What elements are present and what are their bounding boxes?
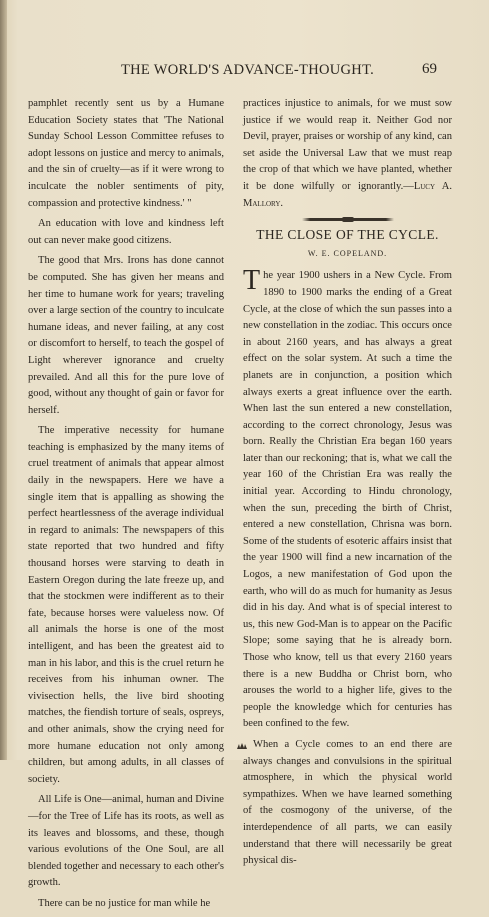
continued-paragraph [243,96,452,212]
printers-ornament-icon [236,742,248,750]
article-title: THE CLOSE OF THE CYCLE. [256,227,439,243]
left-column [28,96,224,917]
paragraph: All Life is One—animal, human and Divine—for the Tree of Life has its roots, as well as its leaves and blossoms, and these, though various evolutions of the One Soul, are all blended together and necessary to each other's growth. [28,794,224,889]
paragraph: There can be no justice for man while he [38,897,211,909]
drop-cap: T [243,265,261,297]
author-signature: Lucy A. Mallory. [243,180,452,209]
section-divider [302,218,394,221]
continued-text: practices injustice to animals, for we must sow justice if we would reap it. Neither God nor Devil, prayer, praises or worship of any kind, can set aside the Universal Law that we must reap the crop of that which we have planted, whether it be done wilfully or ignorantly.— [243,98,452,192]
article-byline: W. E. COPELAND. [307,248,388,258]
article-first-paragraph: he year 1900 ushers in a New Cycle. From 1890 to 1900 marks the ending of a Great Cycle, at the close of which the sun passes into a new constellation in the zodiac. This occurs once in about 2160 years, and has always a great effect on the solar system. At such a time the planets are in conjunction, a position which always exerts a great influence over the earth. When last the sun entered a new constellation, according to the correct chronology, Jesus was born. Really the Christian Era began 160 years later than our reckoning; that is, what we call the year 160 of the Christian Era was really the initial year. According to Hindu chronology, when the sun, preceding the birth of Christ, entered a new constellation, Chrisna was born. Some of the students of esoteric affairs insist that the year 1900 will find a new incarnation of the Logos, a new manifestation of God upon the earth, who will do as much for humanity as Jesus did in his day. And what is of special interest to us, this new God-Man is to appear on the Pacific Slope; some saying that he is already born. Those who know, tell us that every 2160 years there is a new Buddha or Christ born, who arouses the world to a higher life, gives to the people the knowledge which for centuries has been confined to the few. [243,270,452,730]
article-paragraph: When a Cycle comes to an end there are always changes and convulsions in the spiritual atmosphere, in which the physical world sympathizes. When we have learned something of the cosmogony of the universe, of the interdependence of all parts, we can easily understand that there will necessarily be great physical dis- [243,738,452,867]
paragraph: pamphlet recently sent us by a Humane Education Society states that 'The National Sunday School Lesson Committee refuses to adopt lessons on justice and mercy to animals, and the sin of cruelty—as if it were wrong to inculcate the nobler sentiments of pity, compassion and protective kindness.' " [28,98,224,209]
paragraph: An education with love and kindness left out can never make good citizens. [28,218,224,246]
article-paragraph [243,265,452,733]
page-number: 69 [422,61,437,77]
running-title: THE WORLD'S ADVANCE-THOUGHT. [121,62,375,78]
paragraph: The good that Mrs. Irons has done cannot be computed. She has given her means and her time to humane work for years; traveling over a large section of the country to inculcate humane ideas, and never failing, at any cost or discomfort to herself, to teach the gospel of Light wherever ignorance and cruelty prevailed. And all this for the pure love of good, without any thought of gain or favor for herself. [28,255,224,416]
paragraph: The imperative necessity for humane teaching is emphasized by the many items of cruel treatment of animals that appear almost daily in the newspapers. Here we have a single item that is appalling as showing the perfect heartlessness of the average individual in regard to animals: The newspapers of this state reported that two hundred and fifty thousand horses were starving to death in Eastern Oregon during the late freeze up, and that the stockmen were indifferent as to their fate, because horses were valueless now. Of all animals the horse is one of the most intelligent, and has been the greatest aid to man in his labor, and this is the cruel return he receives from his inhuman owner. The vivisection hells, the live bird shooting matches, the fiendish torture of seals, ospreys, and other animals, show the crying need for more humane education not only among children, but among adults, in all classes of society. [28,425,224,785]
page-binding-edge [0,0,7,760]
page-header [0,62,489,84]
right-column [243,96,452,874]
